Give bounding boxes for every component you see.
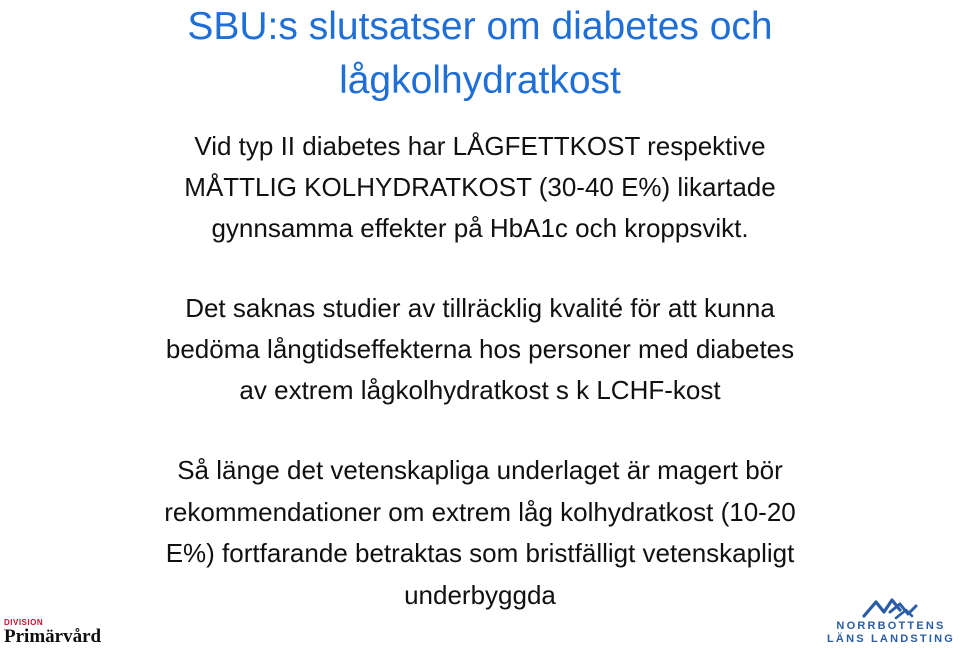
text-line: underbyggda	[404, 579, 556, 610]
division-name: Primärvård	[4, 626, 102, 647]
text-line: av extrem lågkolhydratkost s k LCHF-kost	[239, 375, 721, 405]
title-line-2: lågkolhydratkost	[339, 59, 621, 102]
text-line: rekommendationer om extrem låg kolhydratkost (10-20	[164, 496, 796, 527]
division-small-label: DIVISION	[4, 618, 44, 627]
slide-title	[0, 0, 960, 108]
text-block-2	[40, 288, 920, 411]
logo-text-line-1: NORRBOTTENS	[836, 620, 946, 632]
text-line: bedöma långtidseffekterna hos personer med diabetes	[165, 334, 795, 364]
text-line: Så länge det vetenskapliga underlaget är magert bör	[177, 455, 783, 485]
logo-text-line-2: LÄNS LANDSTING	[827, 633, 955, 645]
text-line: Det saknas studier av tillräcklig kvalité för att kunna	[185, 293, 775, 323]
text-line: MÅTTLIG KOLHYDRATKOST (30-40 E%) likartade	[184, 172, 776, 202]
text-line: gynnsamma effekter på HbA1c och kroppsvikt.	[211, 213, 749, 243]
norrbotten-logo	[826, 596, 956, 646]
norrbotten-wave-logo-icon	[862, 596, 920, 620]
division-primarvard-label	[4, 618, 101, 647]
text-line: E%) fortfarande betraktas som bristfälligt vetenskapligt	[165, 538, 795, 568]
text-block-3	[40, 450, 920, 616]
text-block-1	[40, 126, 920, 249]
text-line: Vid typ II diabetes har LÅGFETTKOST respektive	[194, 131, 766, 161]
title-line-1: SBU:s slutsatser om diabetes och	[187, 5, 773, 48]
